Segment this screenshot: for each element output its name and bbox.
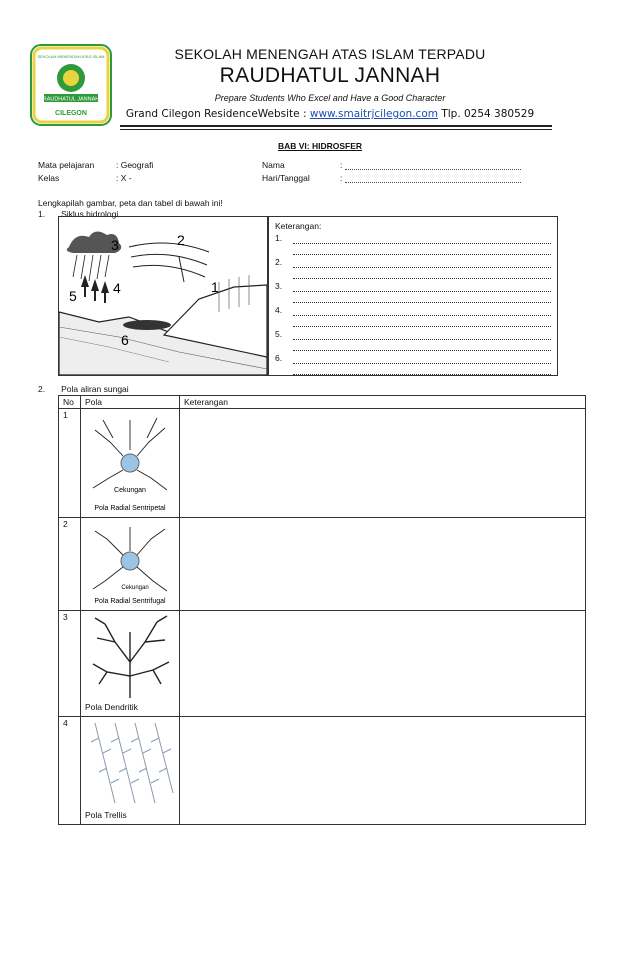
keterangan-item <box>275 281 551 303</box>
answer-line[interactable] <box>293 292 551 303</box>
answer-line[interactable] <box>293 233 551 244</box>
svg-text:CILEGON: CILEGON <box>55 110 87 117</box>
school-line1: SEKOLAH MENENGAH ATAS ISLAM TERPADU <box>174 46 486 62</box>
class-value: : X - <box>116 173 132 183</box>
keterangan-number: 3. <box>275 281 283 291</box>
table-row <box>59 717 586 825</box>
diagram-number-3: 3 <box>111 237 119 253</box>
hydrologic-cycle-box <box>58 216 268 376</box>
keterangan-item <box>275 329 551 351</box>
header-rule-thin <box>120 129 552 130</box>
keterangan-cell[interactable] <box>180 409 586 518</box>
keterangan-number: 2. <box>275 257 283 267</box>
pola-cell <box>81 409 180 518</box>
website-link[interactable]: www.smaitrjcilegon.com <box>309 108 438 120</box>
pattern-caption: Pola Radial Sentripetal <box>94 505 166 512</box>
subject-label: Mata pelajaran <box>38 160 95 170</box>
river-pattern-table <box>58 395 586 825</box>
keterangan-number: 5. <box>275 329 283 339</box>
inner-label: Cekungan <box>114 487 146 494</box>
date-label: Hari/Tanggal <box>262 173 310 183</box>
dendritic-image <box>85 612 175 700</box>
diagram-number-1: 1 <box>211 279 219 295</box>
header-pola: Pola <box>81 396 180 409</box>
subject-value: : Geografi <box>116 160 154 170</box>
svg-text:SEKOLAH MENENGAH ATAS ISLAM: SEKOLAH MENENGAH ATAS ISLAM <box>37 54 105 59</box>
answer-line[interactable] <box>293 305 551 316</box>
name-colon: : <box>340 160 343 170</box>
date-field[interactable] <box>345 175 521 183</box>
radial-centrifugal-image <box>85 519 175 607</box>
school-address <box>90 108 570 120</box>
section1-number: 1. <box>38 209 46 219</box>
pola-cell <box>81 611 180 717</box>
name-label: Nama <box>262 160 285 170</box>
section1-title: Siklus hidrologi <box>61 209 119 219</box>
row-number: 3 <box>59 611 81 717</box>
answer-line[interactable] <box>293 364 551 375</box>
row-number: 1 <box>59 409 81 518</box>
answer-line[interactable] <box>293 329 551 340</box>
instruction: Lengkapilah gambar, peta dan tabel di bawah ini! <box>38 198 223 208</box>
answer-line[interactable] <box>293 316 551 327</box>
diagram-number-6: 6 <box>121 332 129 348</box>
header-keterangan: Keterangan <box>180 396 586 409</box>
answer-line[interactable] <box>293 353 551 364</box>
table-header-row <box>59 396 586 409</box>
keterangan-item <box>275 305 551 327</box>
header-rule <box>120 125 552 127</box>
name-field[interactable] <box>345 162 521 170</box>
keterangan-number: 6. <box>275 353 283 363</box>
pattern-label: Pola Trellis <box>85 810 127 820</box>
keterangan-number: 1. <box>275 233 283 243</box>
section2-heading <box>38 384 129 394</box>
section2-number: 2. <box>38 384 46 394</box>
keterangan-item <box>275 257 551 279</box>
chapter-title: BAB VI: HIDROSFER <box>277 141 363 151</box>
table-row <box>59 518 586 611</box>
pattern-label: Pola Dendritik <box>85 702 138 712</box>
answer-line[interactable] <box>293 340 551 351</box>
keterangan-cell[interactable] <box>180 717 586 825</box>
svg-text:RAUDHATUL JANNAH: RAUDHATUL JANNAH <box>42 96 100 103</box>
keterangan-item <box>275 353 551 375</box>
inner-label: Cekungan <box>121 585 149 591</box>
diagram-number-4: 4 <box>113 280 121 296</box>
table-row <box>59 409 586 518</box>
radial-centripetal-image <box>85 410 175 514</box>
class-label: Kelas <box>38 173 60 183</box>
keterangan-cell[interactable] <box>180 611 586 717</box>
school-motto: Prepare Students Who Excel and Have a Good Character <box>214 93 446 103</box>
answer-line[interactable] <box>293 257 551 268</box>
diagram-number-2: 2 <box>177 232 185 248</box>
header-no: No <box>59 396 81 409</box>
answer-line[interactable] <box>293 268 551 279</box>
trellis-image <box>85 718 175 808</box>
address-suffix: Tlp. 0254 380529 <box>437 108 535 120</box>
pola-cell <box>81 717 180 825</box>
row-number: 4 <box>59 717 81 825</box>
row-number: 2 <box>59 518 81 611</box>
pola-cell <box>81 518 180 611</box>
keterangan-cell[interactable] <box>180 518 586 611</box>
school-name: RAUDHATUL JANNAH <box>219 64 441 87</box>
keterangan-box <box>268 216 558 376</box>
answer-line[interactable] <box>293 281 551 292</box>
section2-title: Pola aliran sungai <box>61 384 129 394</box>
keterangan-number: 4. <box>275 305 283 315</box>
answer-line[interactable] <box>293 244 551 255</box>
table-row <box>59 611 586 717</box>
keterangan-item <box>275 233 551 255</box>
date-colon: : <box>340 173 343 183</box>
hydrologic-cycle-diagram <box>59 217 267 375</box>
address-prefix: Grand Cilegon ResidenceWebsite : <box>125 108 310 120</box>
keterangan-title: Keterangan: <box>275 221 322 231</box>
diagram-number-5: 5 <box>69 288 77 304</box>
pattern-caption: Pola Radial Sentrifugal <box>94 598 166 605</box>
